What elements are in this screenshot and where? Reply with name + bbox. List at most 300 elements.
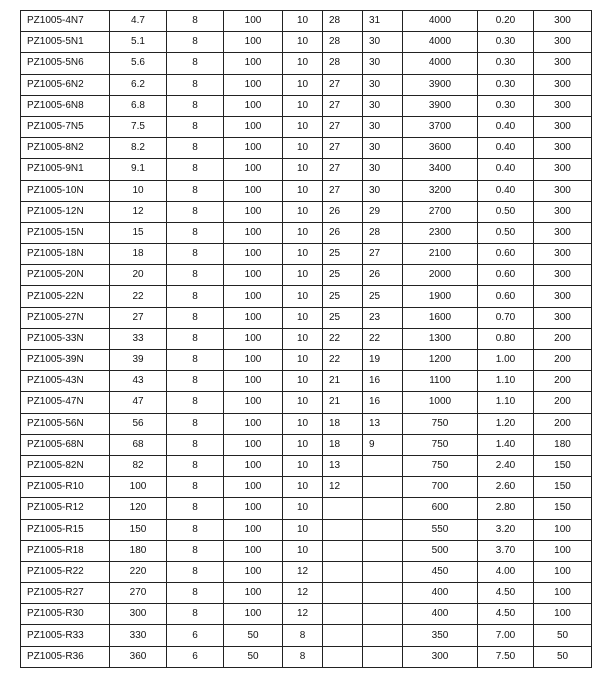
tolerance-cell: 8: [167, 53, 224, 74]
dcr-cell: 3.20: [478, 519, 534, 540]
table-row: [21, 540, 592, 561]
table-row: [21, 74, 592, 95]
q-min-cell: 10: [283, 265, 323, 286]
idc-cell: 150: [534, 498, 592, 519]
table-row: [21, 498, 592, 519]
table-row: [21, 477, 592, 498]
inductance-cell: 120: [110, 498, 167, 519]
q-typ2-cell: 30: [363, 32, 403, 53]
test-frequency-cell: 100: [224, 583, 283, 604]
dcr-cell: 0.30: [478, 95, 534, 116]
q-min-cell: 10: [283, 116, 323, 137]
inductance-cell: 27: [110, 307, 167, 328]
part-number-cell: PZ1005-33N: [21, 328, 110, 349]
dcr-cell: 3.70: [478, 540, 534, 561]
idc-cell: 50: [534, 625, 592, 646]
tolerance-cell: 8: [167, 244, 224, 265]
q-typ2-cell: [363, 646, 403, 667]
table-row: [21, 561, 592, 582]
q-typ2-cell: 9: [363, 434, 403, 455]
test-frequency-cell: 100: [224, 265, 283, 286]
q-min-cell: 10: [283, 32, 323, 53]
table-row: [21, 434, 592, 455]
test-frequency-cell: 100: [224, 307, 283, 328]
q-min-cell: 10: [283, 519, 323, 540]
table-row: [21, 201, 592, 222]
test-frequency-cell: 100: [224, 561, 283, 582]
q-typ-cell: 27: [323, 74, 363, 95]
part-number-cell: PZ1005-68N: [21, 434, 110, 455]
inductance-cell: 180: [110, 540, 167, 561]
dcr-cell: 0.70: [478, 307, 534, 328]
idc-cell: 200: [534, 413, 592, 434]
tolerance-cell: 8: [167, 477, 224, 498]
test-frequency-cell: 100: [224, 604, 283, 625]
idc-cell: 100: [534, 604, 592, 625]
dcr-cell: 4.50: [478, 604, 534, 625]
q-typ2-cell: [363, 583, 403, 604]
q-typ2-cell: 25: [363, 286, 403, 307]
table-row: [21, 286, 592, 307]
idc-cell: 150: [534, 477, 592, 498]
test-frequency-cell: 100: [224, 519, 283, 540]
srf-cell: 2300: [403, 222, 478, 243]
test-frequency-cell: 50: [224, 625, 283, 646]
tolerance-cell: 8: [167, 159, 224, 180]
part-number-cell: PZ1005-R10: [21, 477, 110, 498]
srf-cell: 1300: [403, 328, 478, 349]
test-frequency-cell: 100: [224, 477, 283, 498]
tolerance-cell: 8: [167, 434, 224, 455]
q-min-cell: 10: [283, 180, 323, 201]
srf-cell: 500: [403, 540, 478, 561]
tolerance-cell: 8: [167, 583, 224, 604]
table-row: [21, 625, 592, 646]
part-number-cell: PZ1005-6N8: [21, 95, 110, 116]
tolerance-cell: 8: [167, 540, 224, 561]
idc-cell: 300: [534, 74, 592, 95]
idc-cell: 100: [534, 583, 592, 604]
q-typ2-cell: [363, 625, 403, 646]
idc-cell: 200: [534, 371, 592, 392]
tolerance-cell: 8: [167, 392, 224, 413]
q-min-cell: 10: [283, 477, 323, 498]
q-typ2-cell: 30: [363, 74, 403, 95]
q-min-cell: 10: [283, 222, 323, 243]
idc-cell: 300: [534, 180, 592, 201]
dcr-cell: 1.40: [478, 434, 534, 455]
q-min-cell: 10: [283, 328, 323, 349]
inductance-cell: 10: [110, 180, 167, 201]
table-row: [21, 244, 592, 265]
part-number-cell: PZ1005-18N: [21, 244, 110, 265]
test-frequency-cell: 100: [224, 328, 283, 349]
part-number-cell: PZ1005-22N: [21, 286, 110, 307]
test-frequency-cell: 100: [224, 413, 283, 434]
q-min-cell: 12: [283, 583, 323, 604]
q-typ-cell: [323, 604, 363, 625]
q-typ-cell: [323, 540, 363, 561]
inductance-cell: 22: [110, 286, 167, 307]
dcr-cell: 1.00: [478, 350, 534, 371]
srf-cell: 450: [403, 561, 478, 582]
q-min-cell: 10: [283, 307, 323, 328]
q-min-cell: 10: [283, 455, 323, 476]
inductance-cell: 9.1: [110, 159, 167, 180]
part-number-cell: PZ1005-82N: [21, 455, 110, 476]
inductance-cell: 18: [110, 244, 167, 265]
inductance-cell: 360: [110, 646, 167, 667]
q-typ2-cell: 28: [363, 222, 403, 243]
table-row: [21, 159, 592, 180]
part-number-cell: PZ1005-5N1: [21, 32, 110, 53]
tolerance-cell: 8: [167, 32, 224, 53]
part-number-cell: PZ1005-R33: [21, 625, 110, 646]
part-number-cell: PZ1005-R36: [21, 646, 110, 667]
tolerance-cell: 8: [167, 519, 224, 540]
part-number-cell: PZ1005-8N2: [21, 138, 110, 159]
q-typ-cell: 25: [323, 286, 363, 307]
test-frequency-cell: 100: [224, 222, 283, 243]
test-frequency-cell: 100: [224, 434, 283, 455]
dcr-cell: 0.60: [478, 265, 534, 286]
idc-cell: 200: [534, 350, 592, 371]
inductance-cell: 12: [110, 201, 167, 222]
q-typ-cell: [323, 646, 363, 667]
idc-cell: 100: [534, 561, 592, 582]
q-typ2-cell: 31: [363, 11, 403, 32]
test-frequency-cell: 100: [224, 95, 283, 116]
table-row: [21, 32, 592, 53]
dcr-cell: 0.40: [478, 159, 534, 180]
idc-cell: 300: [534, 95, 592, 116]
spec-table-body: [21, 11, 592, 668]
test-frequency-cell: 100: [224, 244, 283, 265]
q-typ-cell: 27: [323, 180, 363, 201]
part-number-cell: PZ1005-R15: [21, 519, 110, 540]
tolerance-cell: 6: [167, 646, 224, 667]
test-frequency-cell: 100: [224, 138, 283, 159]
dcr-cell: 7.00: [478, 625, 534, 646]
idc-cell: 100: [534, 540, 592, 561]
inductance-cell: 68: [110, 434, 167, 455]
srf-cell: 550: [403, 519, 478, 540]
dcr-cell: 0.50: [478, 201, 534, 222]
part-number-cell: PZ1005-6N2: [21, 74, 110, 95]
dcr-cell: 1.10: [478, 392, 534, 413]
inductance-cell: 220: [110, 561, 167, 582]
table-row: [21, 11, 592, 32]
q-typ-cell: 28: [323, 32, 363, 53]
q-typ2-cell: 30: [363, 159, 403, 180]
part-number-cell: PZ1005-10N: [21, 180, 110, 201]
q-typ2-cell: 30: [363, 95, 403, 116]
q-typ2-cell: 22: [363, 328, 403, 349]
inductance-cell: 43: [110, 371, 167, 392]
dcr-cell: 0.40: [478, 116, 534, 137]
q-min-cell: 10: [283, 286, 323, 307]
dcr-cell: 4.00: [478, 561, 534, 582]
test-frequency-cell: 100: [224, 498, 283, 519]
part-number-cell: PZ1005-27N: [21, 307, 110, 328]
q-typ-cell: 26: [323, 222, 363, 243]
q-min-cell: 10: [283, 350, 323, 371]
srf-cell: 1900: [403, 286, 478, 307]
q-typ-cell: [323, 561, 363, 582]
test-frequency-cell: 100: [224, 392, 283, 413]
part-number-cell: PZ1005-R18: [21, 540, 110, 561]
srf-cell: 4000: [403, 53, 478, 74]
q-min-cell: 10: [283, 392, 323, 413]
inductance-cell: 8.2: [110, 138, 167, 159]
idc-cell: 200: [534, 392, 592, 413]
part-number-cell: PZ1005-4N7: [21, 11, 110, 32]
table-row: [21, 53, 592, 74]
idc-cell: 300: [534, 307, 592, 328]
tolerance-cell: 8: [167, 74, 224, 95]
idc-cell: 150: [534, 455, 592, 476]
q-min-cell: 8: [283, 625, 323, 646]
q-typ-cell: 12: [323, 477, 363, 498]
tolerance-cell: 8: [167, 561, 224, 582]
q-min-cell: 10: [283, 11, 323, 32]
dcr-cell: 0.20: [478, 11, 534, 32]
tolerance-cell: 8: [167, 371, 224, 392]
dcr-cell: 0.30: [478, 74, 534, 95]
table-row: [21, 350, 592, 371]
table-row: [21, 328, 592, 349]
tolerance-cell: 6: [167, 625, 224, 646]
test-frequency-cell: 100: [224, 201, 283, 222]
dcr-cell: 7.50: [478, 646, 534, 667]
table-row: [21, 392, 592, 413]
dcr-cell: 0.50: [478, 222, 534, 243]
q-typ-cell: [323, 519, 363, 540]
test-frequency-cell: 100: [224, 455, 283, 476]
idc-cell: 100: [534, 519, 592, 540]
part-number-cell: PZ1005-56N: [21, 413, 110, 434]
q-min-cell: 10: [283, 53, 323, 74]
tolerance-cell: 8: [167, 328, 224, 349]
inductance-cell: 6.2: [110, 74, 167, 95]
test-frequency-cell: 100: [224, 159, 283, 180]
idc-cell: 300: [534, 222, 592, 243]
tolerance-cell: 8: [167, 95, 224, 116]
tolerance-cell: 8: [167, 350, 224, 371]
q-typ2-cell: [363, 604, 403, 625]
idc-cell: 300: [534, 116, 592, 137]
q-typ-cell: 25: [323, 244, 363, 265]
srf-cell: 400: [403, 583, 478, 604]
q-min-cell: 10: [283, 95, 323, 116]
srf-cell: 750: [403, 455, 478, 476]
srf-cell: 3900: [403, 74, 478, 95]
srf-cell: 4000: [403, 11, 478, 32]
tolerance-cell: 8: [167, 604, 224, 625]
test-frequency-cell: 100: [224, 180, 283, 201]
part-number-cell: PZ1005-R22: [21, 561, 110, 582]
idc-cell: 300: [534, 159, 592, 180]
srf-cell: 1600: [403, 307, 478, 328]
dcr-cell: 2.40: [478, 455, 534, 476]
q-typ2-cell: 16: [363, 371, 403, 392]
srf-cell: 2700: [403, 201, 478, 222]
inductance-cell: 33: [110, 328, 167, 349]
q-min-cell: 10: [283, 159, 323, 180]
q-typ-cell: 21: [323, 392, 363, 413]
q-typ-cell: 22: [323, 328, 363, 349]
inductance-cell: 56: [110, 413, 167, 434]
q-typ-cell: 18: [323, 413, 363, 434]
dcr-cell: 0.30: [478, 32, 534, 53]
q-typ2-cell: [363, 519, 403, 540]
srf-cell: 1000: [403, 392, 478, 413]
test-frequency-cell: 100: [224, 11, 283, 32]
test-frequency-cell: 100: [224, 371, 283, 392]
test-frequency-cell: 100: [224, 74, 283, 95]
dcr-cell: 1.20: [478, 413, 534, 434]
srf-cell: 750: [403, 434, 478, 455]
q-typ-cell: [323, 625, 363, 646]
q-min-cell: 10: [283, 371, 323, 392]
table-row: [21, 519, 592, 540]
q-min-cell: 10: [283, 201, 323, 222]
idc-cell: 300: [534, 265, 592, 286]
q-typ-cell: 27: [323, 138, 363, 159]
tolerance-cell: 8: [167, 116, 224, 137]
table-row: [21, 413, 592, 434]
idc-cell: 50: [534, 646, 592, 667]
idc-cell: 180: [534, 434, 592, 455]
dcr-cell: 0.40: [478, 138, 534, 159]
srf-cell: 4000: [403, 32, 478, 53]
part-number-cell: PZ1005-39N: [21, 350, 110, 371]
srf-cell: 1200: [403, 350, 478, 371]
part-number-cell: PZ1005-7N5: [21, 116, 110, 137]
test-frequency-cell: 100: [224, 540, 283, 561]
tolerance-cell: 8: [167, 180, 224, 201]
q-typ-cell: 25: [323, 265, 363, 286]
table-row: [21, 646, 592, 667]
q-typ-cell: 27: [323, 116, 363, 137]
q-min-cell: 10: [283, 244, 323, 265]
part-number-cell: PZ1005-R30: [21, 604, 110, 625]
idc-cell: 300: [534, 286, 592, 307]
tolerance-cell: 8: [167, 138, 224, 159]
inductance-cell: 82: [110, 455, 167, 476]
q-typ-cell: [323, 498, 363, 519]
tolerance-cell: 8: [167, 286, 224, 307]
srf-cell: 3700: [403, 116, 478, 137]
q-typ2-cell: 19: [363, 350, 403, 371]
q-typ2-cell: [363, 498, 403, 519]
q-typ-cell: 27: [323, 159, 363, 180]
test-frequency-cell: 100: [224, 53, 283, 74]
q-min-cell: 12: [283, 561, 323, 582]
srf-cell: 600: [403, 498, 478, 519]
tolerance-cell: 8: [167, 498, 224, 519]
q-typ-cell: 13: [323, 455, 363, 476]
srf-cell: 750: [403, 413, 478, 434]
tolerance-cell: 8: [167, 222, 224, 243]
q-typ2-cell: [363, 561, 403, 582]
inductance-cell: 150: [110, 519, 167, 540]
tolerance-cell: 8: [167, 455, 224, 476]
idc-cell: 200: [534, 328, 592, 349]
table-row: [21, 455, 592, 476]
tolerance-cell: 8: [167, 307, 224, 328]
inductance-cell: 5.6: [110, 53, 167, 74]
table-row: [21, 95, 592, 116]
table-row: [21, 307, 592, 328]
dcr-cell: 0.30: [478, 53, 534, 74]
idc-cell: 300: [534, 201, 592, 222]
idc-cell: 300: [534, 32, 592, 53]
srf-cell: 3600: [403, 138, 478, 159]
table-row: [21, 222, 592, 243]
q-typ2-cell: 30: [363, 180, 403, 201]
dcr-cell: 0.80: [478, 328, 534, 349]
idc-cell: 300: [534, 138, 592, 159]
spec-table: [20, 10, 592, 668]
inductance-cell: 4.7: [110, 11, 167, 32]
q-min-cell: 10: [283, 434, 323, 455]
inductance-cell: 100: [110, 477, 167, 498]
q-min-cell: 10: [283, 74, 323, 95]
q-min-cell: 10: [283, 498, 323, 519]
srf-cell: 3200: [403, 180, 478, 201]
q-typ2-cell: 13: [363, 413, 403, 434]
srf-cell: 2000: [403, 265, 478, 286]
q-min-cell: 10: [283, 540, 323, 561]
q-typ-cell: 25: [323, 307, 363, 328]
srf-cell: 3900: [403, 95, 478, 116]
q-min-cell: 10: [283, 138, 323, 159]
tolerance-cell: 8: [167, 413, 224, 434]
idc-cell: 300: [534, 11, 592, 32]
table-row: [21, 116, 592, 137]
srf-cell: 1100: [403, 371, 478, 392]
test-frequency-cell: 100: [224, 116, 283, 137]
part-number-cell: PZ1005-20N: [21, 265, 110, 286]
q-typ2-cell: 26: [363, 265, 403, 286]
q-typ-cell: [323, 583, 363, 604]
inductance-cell: 6.8: [110, 95, 167, 116]
dcr-cell: 1.10: [478, 371, 534, 392]
test-frequency-cell: 100: [224, 32, 283, 53]
srf-cell: 300: [403, 646, 478, 667]
part-number-cell: PZ1005-12N: [21, 201, 110, 222]
q-typ-cell: 27: [323, 95, 363, 116]
q-typ-cell: 28: [323, 53, 363, 74]
q-typ2-cell: 30: [363, 138, 403, 159]
q-typ-cell: 18: [323, 434, 363, 455]
inductance-cell: 7.5: [110, 116, 167, 137]
dcr-cell: 0.60: [478, 286, 534, 307]
q-typ-cell: 21: [323, 371, 363, 392]
idc-cell: 300: [534, 244, 592, 265]
q-typ2-cell: 16: [363, 392, 403, 413]
q-typ-cell: 28: [323, 11, 363, 32]
q-typ2-cell: 27: [363, 244, 403, 265]
part-number-cell: PZ1005-5N6: [21, 53, 110, 74]
q-min-cell: 12: [283, 604, 323, 625]
part-number-cell: PZ1005-R12: [21, 498, 110, 519]
part-number-cell: PZ1005-R27: [21, 583, 110, 604]
q-typ-cell: 22: [323, 350, 363, 371]
table-row: [21, 138, 592, 159]
q-typ2-cell: [363, 540, 403, 561]
